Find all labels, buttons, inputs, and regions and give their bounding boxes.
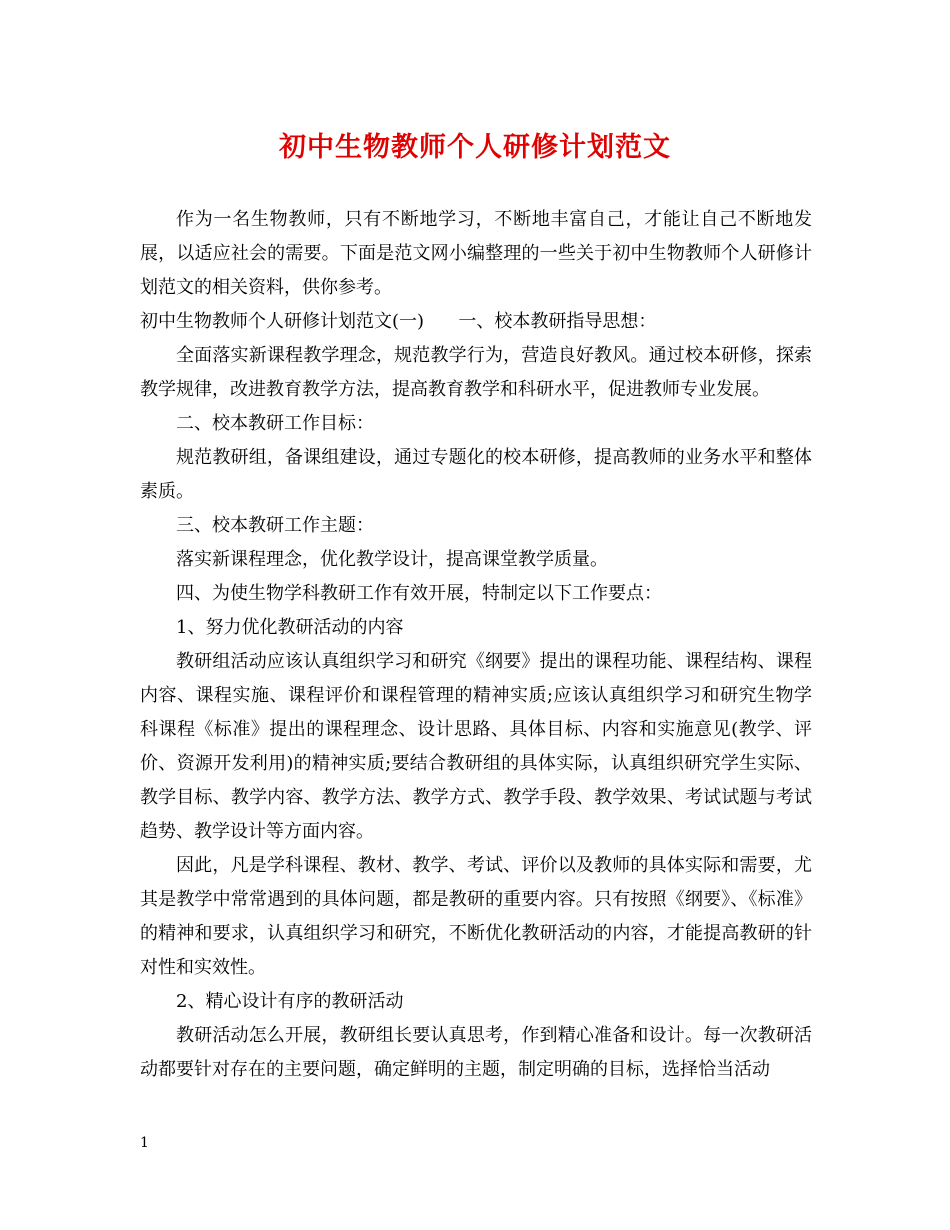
- paragraph-heading: 1、努力优化教研活动的内容: [176, 617, 404, 638]
- paragraph: 教研组活动应该认真组织学习和研究《纲要》提出的课程功能、课程结构、课程内容、课程实施、课程评价和课程管理的精神实质;应该认真组织学习和研究生物学科课程《标准》提出的课程理念、设计思路、具体目标、内容和实施意见(教学、评价、资源开发利用)的精神实质;要结合教研组的具体实际，认真组织研究学生实际、教学目标、教学内容、教学方法、教学方式、教学手段、教学效果、考试试题与考试趋势、教学设计等方面内容。: [140, 651, 812, 842]
- paragraph: 教研活动怎么开展，教研组长要认真思考，作到精心准备和设计。每一次教研活动都要针对存在的主要问题，确定鲜明的主题，制定明确的目标，选择恰当活动: [140, 1025, 812, 1080]
- paragraph: 落实新课程理念，优化教学设计，提高课堂教学质量。: [176, 549, 608, 570]
- paragraph-section-heading: 初中生物教师个人研修计划范文(一) 一、校本教研指导思想：: [140, 311, 657, 332]
- paragraph: 因此，凡是学科课程、教材、教学、考试、评价以及教师的具体实际和需要，尤其是教学中常常遇到的具体问题，都是教研的重要内容。只有按照《纲要》、《标准》的精神和要求，认真组织学习和研究，不断优化教研活动的内容，才能提高教研的针对性和实效性。: [140, 855, 812, 978]
- paragraph: 规范教研组，备课组建设，通过专题化的校本研修，提高教师的业务水平和整体素质。: [140, 447, 812, 502]
- paragraph-heading: 2、精心设计有序的教研活动: [176, 991, 404, 1012]
- document-body: [140, 203, 812, 1087]
- paragraph-heading: 四、为使生物学科教研工作有效开展，特制定以下工作要点：: [176, 583, 662, 604]
- page-number: 1: [140, 1135, 149, 1151]
- paragraph: 作为一名生物教师，只有不断地学习，不断地丰富自己，才能让自己不断地发展，以适应社会的需要。下面是范文网小编整理的一些关于初中生物教师个人研修计划范文的相关资料，供你参考。: [140, 209, 812, 298]
- document-title: 初中生物教师个人研修计划范文: [279, 132, 671, 163]
- paragraph-heading: 二、校本教研工作目标：: [176, 413, 374, 434]
- paragraph: 全面落实新课程教学理念，规范教学行为，营造良好教风。通过校本研修，探索教学规律，改进教育教学方法，提高教育教学和科研水平，促进教师专业发展。: [140, 345, 812, 400]
- paragraph-heading: 三、校本教研工作主题：: [176, 515, 374, 536]
